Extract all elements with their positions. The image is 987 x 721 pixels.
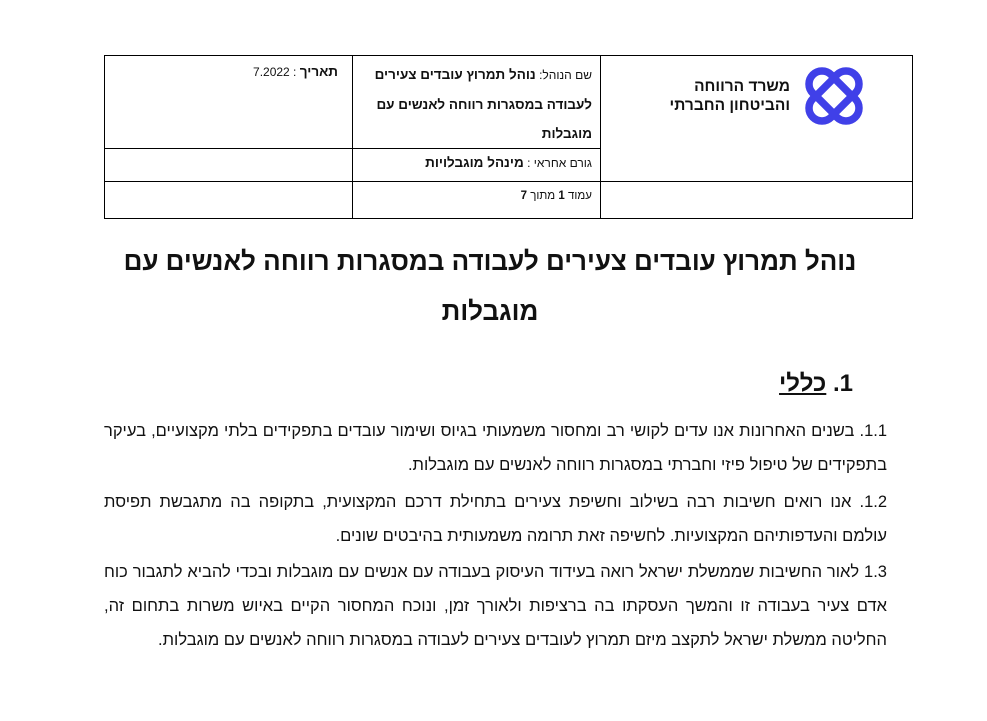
responsible-cell: גורם אחראי : מינהל מוגבלויות [353, 149, 601, 182]
paragraph-number: 1.3 [864, 563, 887, 581]
section-number: 1. [832, 370, 853, 397]
page-of: מתוך [530, 190, 556, 202]
responsible-value: מינהל מוגבלויות [425, 155, 524, 170]
paragraph-text: אנו רואים חשיבות רבה בשילוב וחשיפת צעירים בתחילת דרכם המקצועית, בתקופה בה מתגבשת תפיסת עולמם והעדפותיהם המקצועיות. לחשיפה זאת תרומה משמעותית בהיבטים שונים. [104, 493, 887, 545]
section-heading [779, 370, 853, 398]
date-cell: תאריך : 7.2022 [105, 56, 353, 149]
procedure-name-cell: שם הנוהל: נוהל תמרוץ עובדים צעירים לעבודה במסגרות רווחה לאנשים עם מוגבלות [353, 56, 601, 149]
paragraph-1-2 [104, 485, 887, 553]
paragraph-1-3 [104, 555, 887, 657]
paragraph-number: 1.1. [859, 422, 887, 440]
procedure-name: נוהל תמרוץ עובדים צעירים לעבודה במסגרות רווחה לאנשים עם מוגבלות [374, 67, 592, 141]
section-title: כללי [779, 370, 827, 397]
ministry-logo [601, 56, 912, 128]
empty-cell [601, 182, 913, 219]
procedure-label: שם הנוהל [542, 68, 592, 82]
logo-cell [601, 56, 913, 182]
empty-cell [105, 149, 353, 182]
document-header-table [104, 55, 913, 219]
document-title: נוהל תמרוץ עובדים צעירים לעבודה במסגרות רווחה לאנשים עם מוגבלות [123, 246, 857, 326]
empty-cell [105, 182, 353, 219]
date-value: 7.2022 [253, 65, 290, 79]
ministry-name: משרד הרווחה והביטחון החברתי [669, 78, 790, 114]
responsible-label: גורם אחראי [533, 156, 592, 170]
page-label: עמוד [568, 190, 592, 202]
page-current: 1 [558, 190, 565, 202]
paragraph-1-1 [104, 414, 887, 482]
paragraph-number: 1.2. [859, 493, 887, 511]
page-number-cell [353, 182, 601, 219]
paragraph-text: לאור החשיבות שממשלת ישראל רואה בעידוד העיסוק בעבודה עם אנשים עם מוגבלות ובכדי להביא לתגבור כוח אדם צעיר בעבודה זו והמשך העסקתו בה ברציפות ולאורך זמן, ונוכח המחסור הקיים באיוש משרות בתחום זה, החליטה ממשלת ישראל לתקצב מיזם תמרוץ לעובדים צעירים לעבודה במסגרות רווחה לאנשים עם מוגבלות. [104, 563, 887, 649]
page-total: 7 [520, 190, 528, 202]
ministry-knot-logo-icon [802, 64, 866, 128]
date-label: תאריך [299, 64, 338, 79]
paragraph-text: בשנים האחרונות אנו עדים לקושי רב ומחסור משמעותי בגיוס ושימור עובדים בתפקידים בלתי מקצועיים, בעיקר בתפקידים של טיפול פיזי וחברתי במסגרות רווחה לאנשים עם מוגבלות. [104, 422, 887, 474]
